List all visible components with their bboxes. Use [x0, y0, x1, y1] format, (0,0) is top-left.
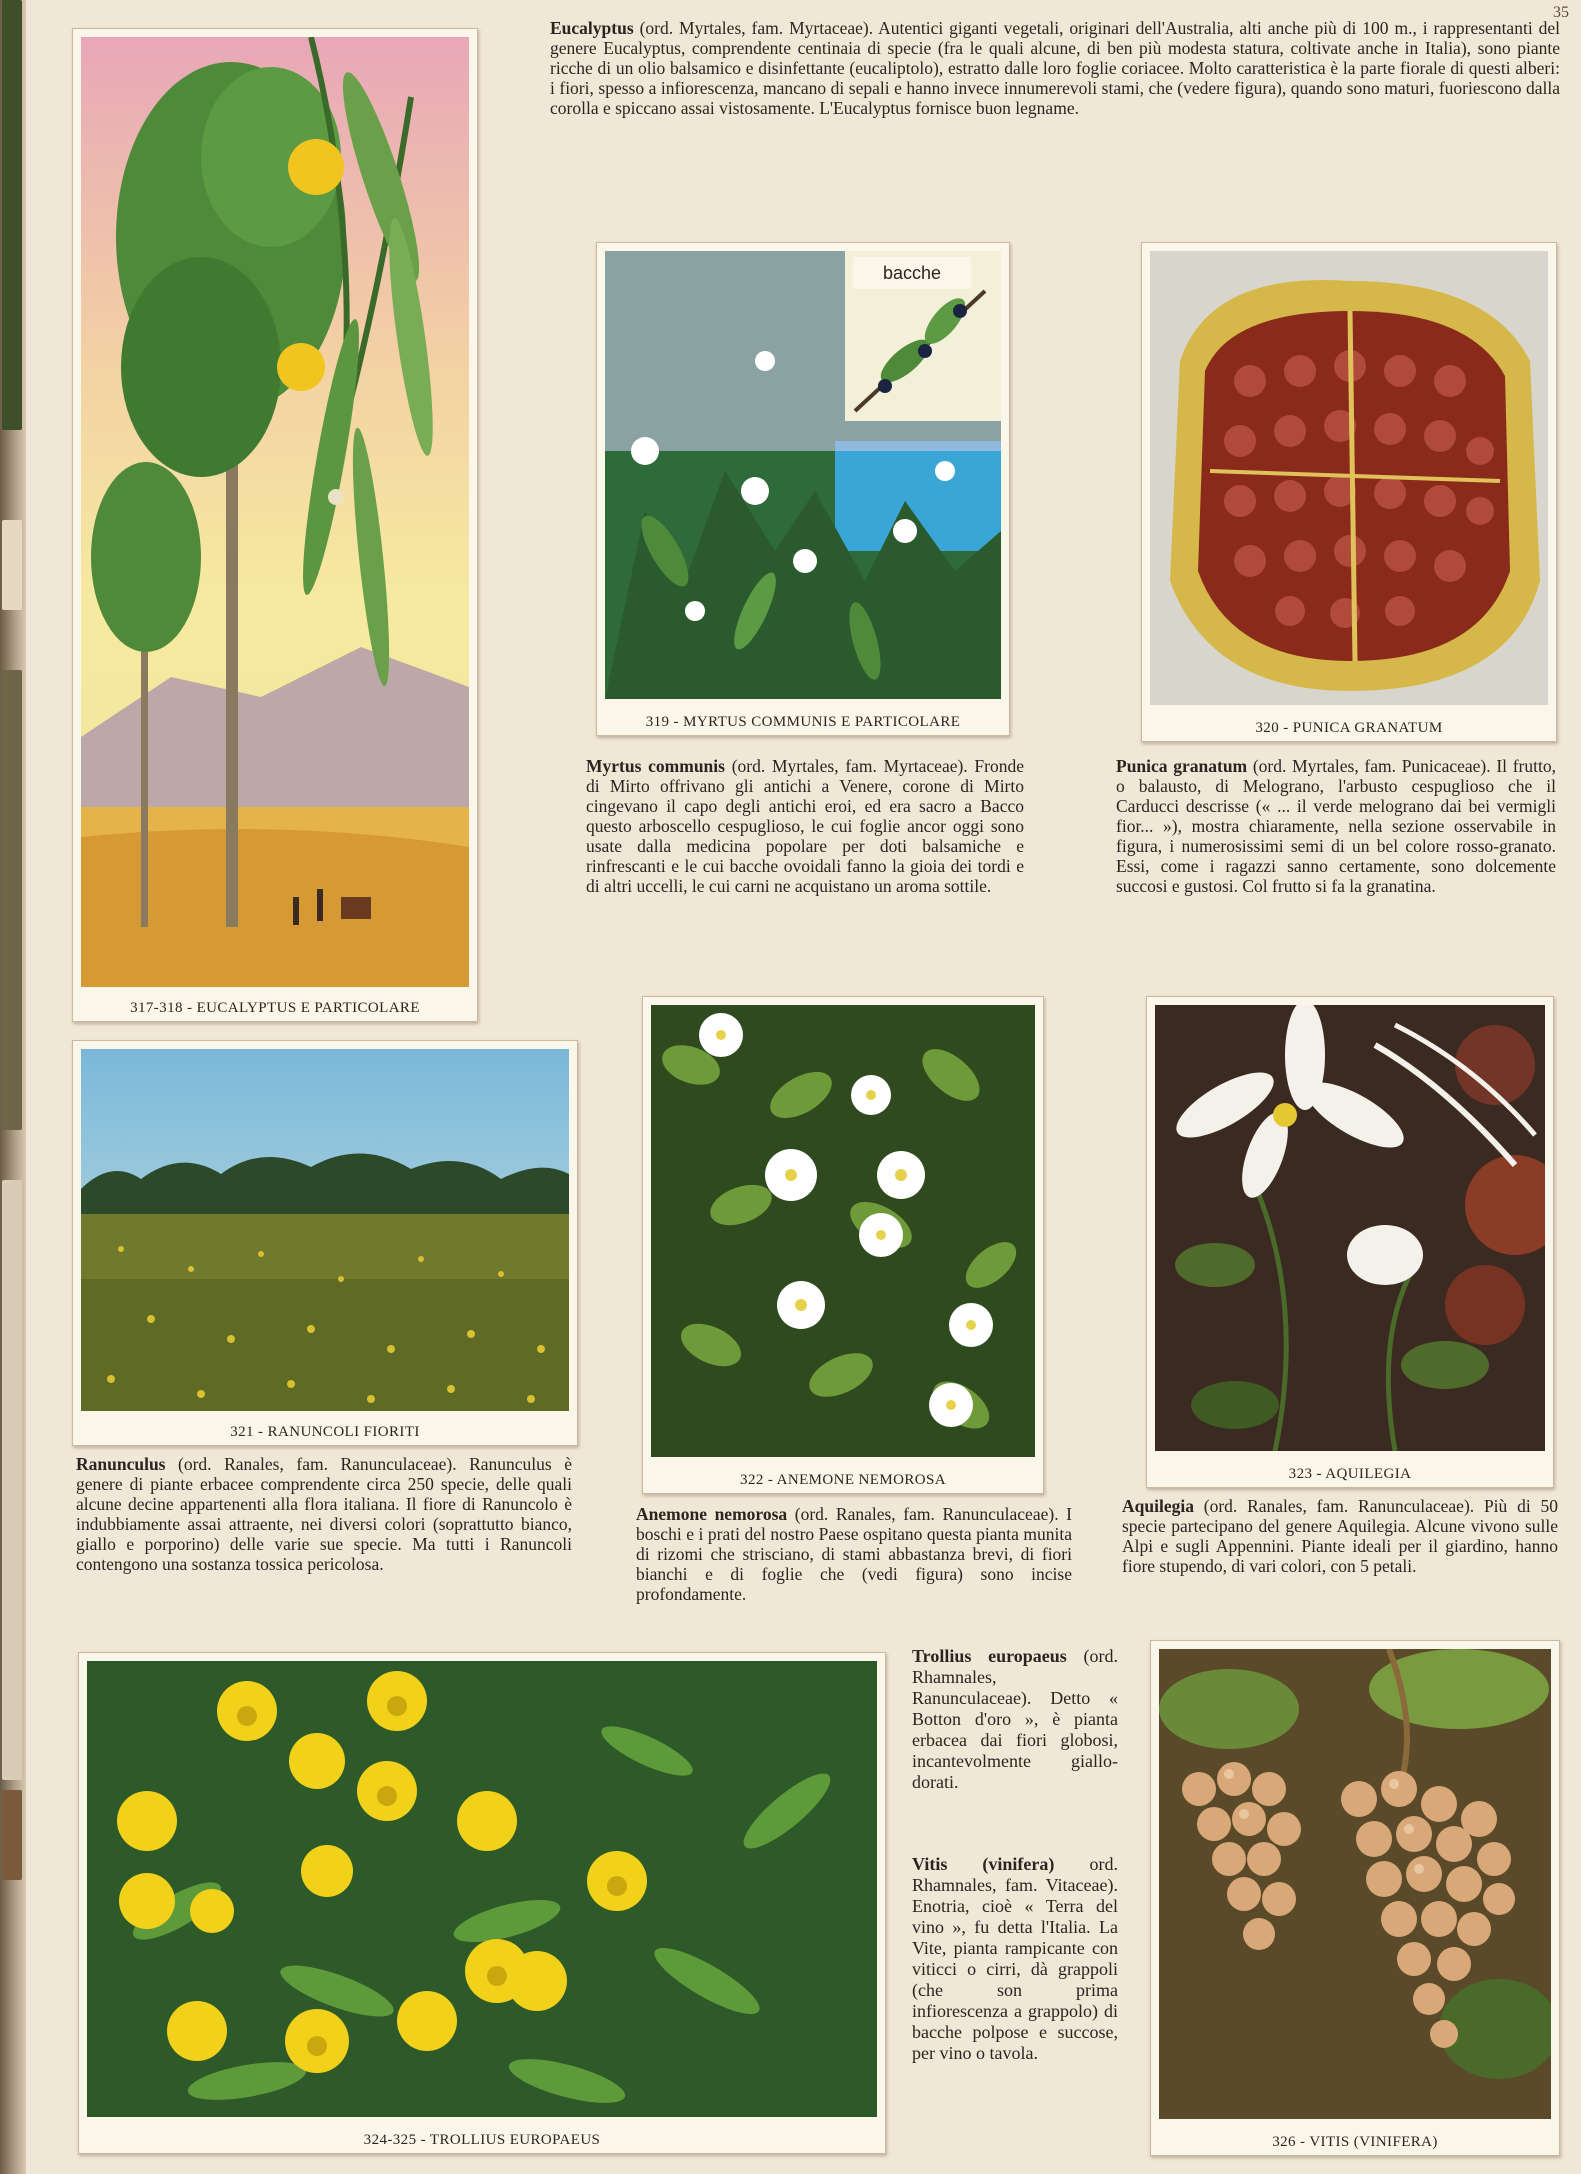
ranunculus-field-photo	[81, 1049, 569, 1411]
aquilegia-description	[1122, 1496, 1558, 1636]
eucalyptus-description	[550, 18, 1560, 178]
vitis-grapes-photo	[1159, 1649, 1551, 2119]
aquilegia-panel	[1146, 996, 1554, 1488]
trollius-species-name: Trollius europaeus	[912, 1646, 1067, 1666]
ranunculus-body: (ord. Ranales, fam. Ranunculaceae). Ranunculus è genere di piante erbacee comprendente circa 250 specie, delle quali alcune decine appartenenti alla flora italiana. Il fiore di Ranuncolo è indubbiamente assai attraente, nei diversi colori (soprattutto bianco, giallo e porporino) delle varie sue specie. Ma tutti i Ranuncoli contengono una sostanza tossica pericolosa.	[76, 1454, 572, 1574]
pomegranate-photo	[1150, 251, 1548, 705]
vitis-body: ord. Rhamnales, fam. Vitaceae). Enotria, cioè « Terra del vino », fu detta l'Italia. La Vite, pianta rampicante con viticci o cirri, dà grappoli (che son prima infiorescenza a grappolo) di bacche polpose e succose, per vino o tavola.	[912, 1854, 1118, 2063]
binding-strip	[0, 0, 26, 2174]
myrtus-description	[586, 756, 1024, 986]
trollius-description	[912, 1646, 1118, 1826]
eucalyptus-panel	[72, 28, 478, 1022]
anemone-species-name: Anemone nemorosa	[636, 1504, 788, 1524]
vitis-panel	[1150, 1640, 1560, 2156]
anemone-panel	[642, 996, 1044, 1494]
punica-description	[1116, 756, 1556, 986]
anemone-description	[636, 1504, 1072, 1644]
trollius-body: (ord. Rhamnales, Ranunculaceae). Detto « Botton d'oro », è pianta erbacea dai fiori globosi, incantevolmente giallo-dorati.	[912, 1646, 1118, 1792]
punica-panel	[1141, 242, 1557, 742]
eucalyptus-body: (ord. Myrtales, fam. Myrtaceae). Autentici giganti vegetali, originari dell'Australia, alti anche più di 100 m., i rappresentanti del genere Eucalyptus, comprendente centinaia di specie (fra le quali alcune, di ben più modesta statura, coltivate anche in Italia), sono piante ricche di un olio balsamico e disinfettante (eucaliptolo), estratto dalle loro foglie coriacee. Molto caratteristica è la parte fiorale di questi alberi: i fiori, spesso a infiorescenza, mancano di sepali e hanno invece innumerevoli stami, che (vedere figura), quando sono maturi, fuoriescono dalla corolla e spiccano assai vistosamente. L'Eucalyptus fornisce buon legname.	[550, 18, 1560, 118]
vitis-description	[912, 1854, 1118, 2154]
berries-label: bacche	[853, 257, 971, 289]
punica-caption: 320 - PUNICA GRANATUM	[1255, 720, 1443, 736]
eucalyptus-illustration	[81, 37, 469, 987]
trollius-caption: 324-325 - TROLLIUS EUROPAEUS	[363, 2132, 601, 2148]
vitis-caption: 326 - VITIS (VINIFERA)	[1272, 2134, 1438, 2150]
vitis-species-name: Vitis (vinifera)	[912, 1854, 1055, 1874]
myrtus-illustration	[605, 251, 1001, 699]
strip-text-fragment	[2, 520, 22, 610]
myrtus-caption: 319 - MYRTUS COMMUNIS E PARTICOLARE	[645, 714, 961, 730]
ranunculus-description	[76, 1454, 572, 1644]
ranunculus-panel	[72, 1040, 578, 1446]
punica-species-name: Punica granatum	[1116, 756, 1248, 776]
myrtus-panel	[596, 242, 1010, 736]
strip-image-fragment	[2, 670, 22, 1130]
strip-image-fragment	[2, 1790, 22, 1880]
aquilegia-species-name: Aquilegia	[1122, 1496, 1194, 1516]
aquilegia-caption: 323 - AQUILEGIA	[1288, 1466, 1412, 1482]
ranunculus-caption: 321 - RANUNCOLI FIORITI	[230, 1424, 420, 1440]
trollius-photo	[87, 1661, 877, 2117]
myrtus-species-name: Myrtus communis	[586, 756, 725, 776]
page-number: 35	[1553, 4, 1569, 21]
trollius-panel	[78, 1652, 886, 2154]
punica-body: (ord. Myrtales, fam. Punicaceae). Il frutto, o balausto, di Melograno, l'arbusto cespuglioso che il Carducci descrisse (« ... il verde melograno dai bei vermigli fior... »), mostra chiaramente, nella sezione osservabile in figura, i numerosissimi semi di un bel colore rosso-granato. Essi, come i ragazzi sanno certamente, sono dolcemente succosi e gustosi. Col frutto si fa la granatina.	[1116, 756, 1556, 896]
eucalyptus-caption: 317-318 - EUCALYPTUS E PARTICOLARE	[130, 1000, 420, 1016]
eucalyptus-species-name: Eucalyptus	[550, 18, 634, 38]
strip-image-fragment	[2, 0, 22, 430]
strip-text-fragment	[2, 1180, 22, 1780]
aquilegia-photo	[1155, 1005, 1545, 1451]
myrtus-body: (ord. Myrtales, fam. Myrtaceae). Fronde di Mirto offrivano gli antichi a Venere, corone di Mirto cingevano il capo degli antichi eroi, ed era sacro a Bacco questo arboscello cespuglioso, le cui foglie ancor oggi sono usate dalla medicina popolare per doti balsamiche e rinfrescanti e le cui bacche ovoidali fanno la gioia dei tordi e di altri uccelli, le cui carni ne acquistano un aroma sottile.	[586, 756, 1024, 896]
anemone-body: (ord. Ranales, fam. Ranunculaceae). I boschi e i prati del nostro Paese ospitano questa pianta munita di rizomi che strisciano, di stami abbastanza brevi, di fiori bianchi e di foglie che (vedi figura) sono incise profondamente.	[636, 1504, 1072, 1604]
anemone-caption: 322 - ANEMONE NEMOROSA	[740, 1472, 946, 1488]
ranunculus-species-name: Ranunculus	[76, 1454, 166, 1474]
aquilegia-body: (ord. Ranales, fam. Ranunculaceae). Più di 50 specie partecipano del genere Aquilegia. Alcune vivono sulle Alpi e sugli Appennini. Piante ideali per il giardino, hanno fiore stupendo, di vari colori, con 5 petali.	[1122, 1496, 1558, 1576]
anemone-photo	[651, 1005, 1035, 1457]
